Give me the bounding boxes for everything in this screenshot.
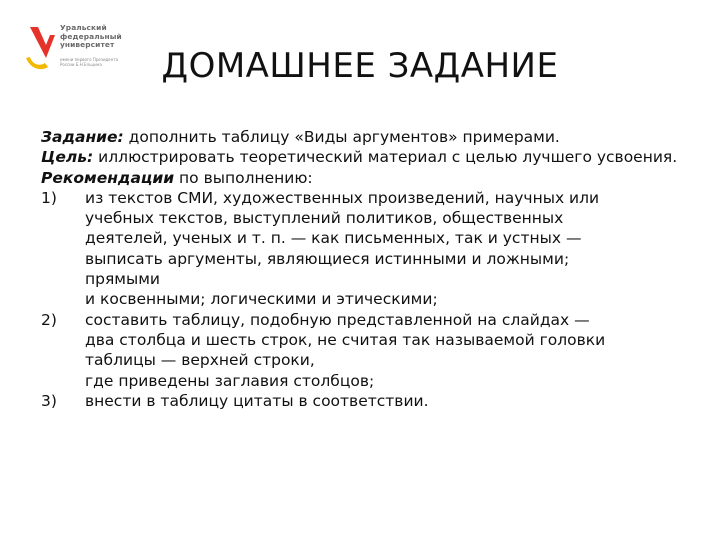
- list-item: [41, 391, 681, 411]
- logo-line: Уральский: [60, 23, 107, 32]
- step-number: 3): [41, 391, 57, 410]
- logo-sub-line: имени первого Президента: [60, 57, 119, 62]
- step-line: два столбца и шесть строк, не считая так называемой головки: [85, 330, 606, 349]
- list-item: [41, 188, 681, 310]
- recommendations-text: по выполнению:: [174, 168, 313, 187]
- task-paragraph: [41, 127, 681, 147]
- logo-wordmark: [60, 24, 140, 50]
- step-line: из текстов СМИ, художественных произведений, научных или: [85, 188, 600, 207]
- step-line: составить таблицу, подобную представленной на слайдах —: [85, 310, 590, 329]
- goal-label: Цель:: [41, 148, 94, 167]
- goal-text: иллюстрировать теоретический материал с целью лучшего усвоения.: [93, 148, 678, 167]
- step-line: деятелей, ученых и т. п. — как письменных, так и устных —: [85, 229, 582, 248]
- assignment-body: [41, 127, 681, 411]
- steps-list: [41, 188, 681, 411]
- step-line: учебных текстов, выступлений политиков, общественных: [85, 209, 564, 228]
- step-line: где приведены заглавия столбцов;: [85, 371, 375, 390]
- university-logo: [24, 22, 134, 74]
- list-item: [41, 310, 681, 391]
- logo-line: федеральный: [60, 31, 122, 41]
- urfu-logo-icon: [24, 22, 58, 72]
- goal-paragraph: [41, 147, 681, 167]
- recommendations-label: Рекомендации: [41, 168, 175, 187]
- logo-subtitle: [60, 57, 140, 67]
- logo-sub-line: России Б.Н.Ельцина: [60, 62, 102, 67]
- step-line: внести в таблицу цитаты в соответствии.: [85, 391, 429, 410]
- step-line: таблицы — верхней строки,: [85, 351, 315, 370]
- page-title: ДОМАШНЕЕ ЗАДАНИЕ: [161, 46, 559, 86]
- logo-line: университет: [60, 40, 115, 50]
- step-line: выписать аргументы, являющиеся истинными и ложными;: [85, 249, 570, 268]
- task-text: дополнить таблицу «Виды аргументов» примерами.: [123, 128, 560, 146]
- step-line: и косвенными; логическими и этическими;: [85, 290, 438, 309]
- step-number: 2): [41, 310, 57, 329]
- task-label: Задание:: [41, 128, 124, 146]
- recommendations-paragraph: [41, 168, 681, 188]
- step-number: 1): [41, 188, 57, 207]
- step-line: прямыми: [85, 270, 160, 289]
